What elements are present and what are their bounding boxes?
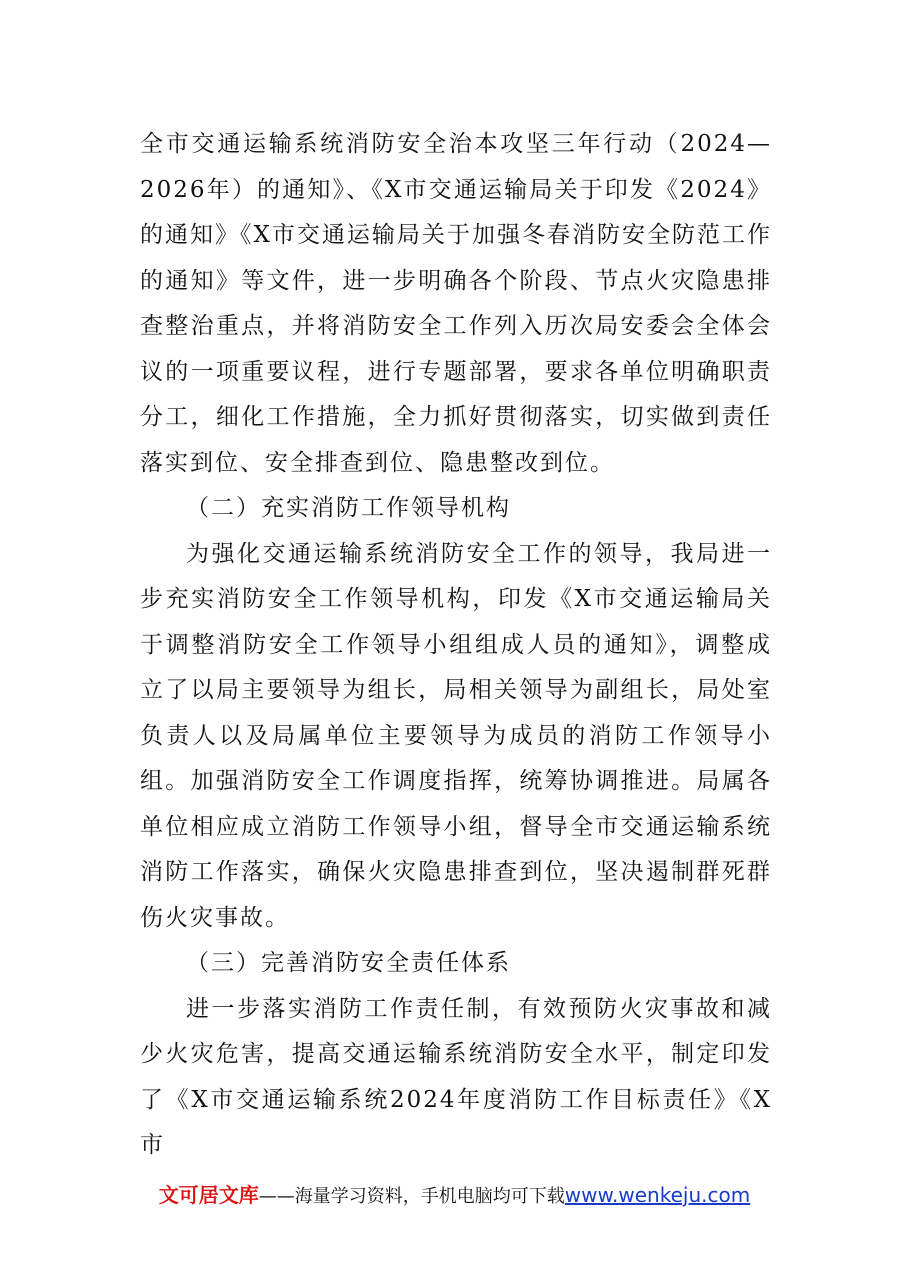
paragraph-continued: 全市交通运输系统消防安全治本攻坚三年行动（2024—2026年）的通知》、《X市交通运输局关于印发《2024》的通知》《X市交通运输局关于加强冬春消防安全防范工作的通知》等文件，进一步明确各个阶段、节点火灾隐患排查整治重点，并将消防安全工作列入历次局安委会全体会议的一项重要议程，进行专题部署，要求各单位明确职责分工，细化工作措施，全力抓好贯彻落实，切实做到责任落实到位、安全排查到位、隐患整改到位。 xyxy=(140,131,772,476)
paragraph-responsibility: 进一步落实消防工作责任制，有效预防火灾事故和减少火灾危害，提高交通运输系统消防安全水平，制定印发了《X市交通运输系统2024年度消防工作目标责任》《X市 xyxy=(140,995,772,1158)
footer-site-link[interactable]: www.wenkeju.com xyxy=(564,1183,751,1207)
section-heading-2: （二）充实消防工作领导机构 xyxy=(186,495,511,521)
section-heading-3: （三）完善消防安全责任体系 xyxy=(186,950,511,976)
footer-tagline: ——海量学习资料，手机电脑均可下载 xyxy=(258,1186,565,1207)
document-body xyxy=(140,122,772,1169)
footer-brand: 文可居文库 xyxy=(158,1183,259,1207)
page-footer xyxy=(0,1180,909,1212)
paragraph-leadership: 为强化交通运输系统消防安全工作的领导，我局进一步充实消防安全工作领导机构，印发《X市交通运输局关于调整消防安全工作领导小组组成人员的通知》，调整成立了以局主要领导为组长，局相关领导为副组长，局处室负责人以及局属单位主要领导为成员的消防工作领导小组。加强消防安全工作调度指挥，统筹协调推进。局属各单位相应成立消防工作领导小组，督导全市交通运输系统消防工作落实，确保火灾隐患排查到位，坚决遏制群死群伤火灾事故。 xyxy=(140,540,772,931)
